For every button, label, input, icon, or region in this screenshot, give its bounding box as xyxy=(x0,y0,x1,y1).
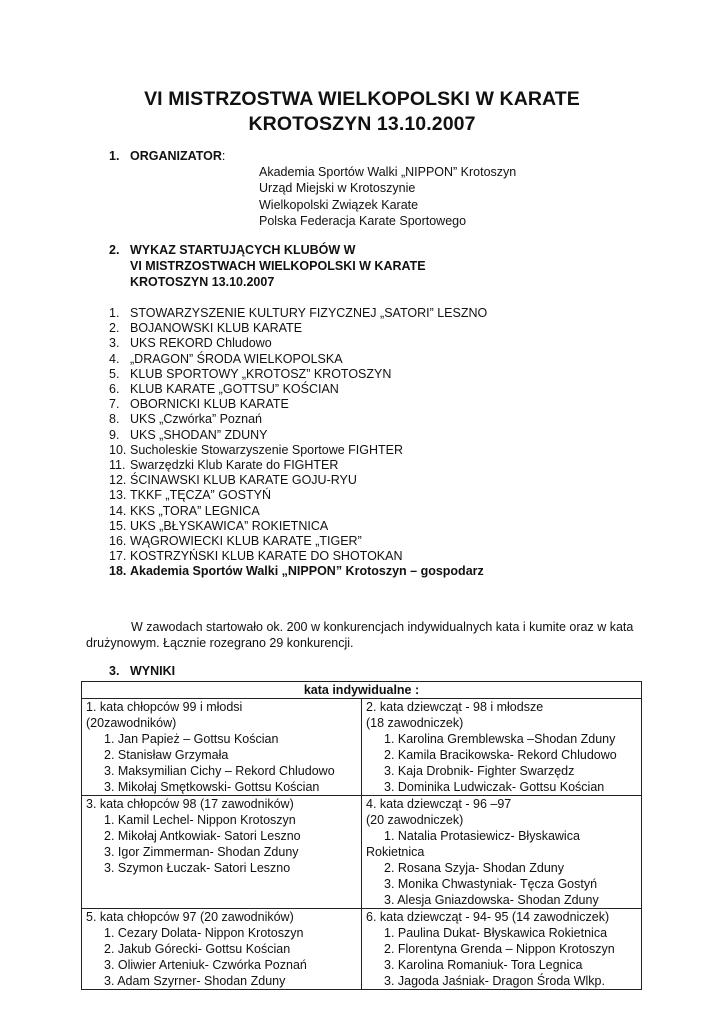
club-number: 8. xyxy=(109,412,120,427)
club-name: KLUB SPORTOWY „KROTOSZ” KROTOSZYN xyxy=(130,366,392,381)
club-number: 10. xyxy=(109,442,127,457)
club-number: 12. xyxy=(109,473,127,488)
club-number: 1. xyxy=(109,306,120,320)
club-number: 14. xyxy=(109,503,127,518)
club-item xyxy=(109,306,487,321)
section-number: 3. xyxy=(109,664,120,678)
result-entry: 1. Karolina Gremblewska –Shodan Zduny xyxy=(384,732,616,746)
result-cell xyxy=(362,796,642,909)
club-name: UKS „Czwórka” Poznań xyxy=(130,412,262,427)
result-entry: 1. Jan Papież – Gottsu Kościan xyxy=(104,732,279,746)
section-colon: : xyxy=(221,149,226,163)
section-label: WYNIKI xyxy=(130,664,176,678)
result-cell xyxy=(82,699,362,796)
category-label: 3. kata chłopców 98 (17 zawodników) xyxy=(86,797,294,811)
club-item xyxy=(109,352,487,367)
club-item xyxy=(109,382,487,397)
category-label: (18 zawodniczek) xyxy=(366,716,464,730)
club-name: KKS „TORA” LEGNICA xyxy=(130,503,260,518)
section-number: 2. xyxy=(109,243,120,257)
result-entry: 3. Oliwier Arteniuk- Czwórka Poznań xyxy=(104,958,307,972)
organizer-line: Akademia Sportów Walki „NIPPON” Krotoszyn xyxy=(259,165,517,179)
club-name: Sucholeskie Stowarzyszenie Sportowe FIGHTER xyxy=(130,442,404,457)
club-name: UKS REKORD Chludowo xyxy=(130,336,272,351)
result-entry: 2. Stanisław Grzymała xyxy=(104,748,229,762)
result-entry: 3. Karolina Romaniuk- Tora Legnica xyxy=(384,958,583,972)
section-number: 1. xyxy=(109,149,120,163)
club-number: 5. xyxy=(109,366,120,381)
club-item xyxy=(109,397,487,412)
club-list xyxy=(109,306,487,580)
summary-paragraph: W zawodach startowało ok. 200 w konkurencjach indywidualnych kata i kumite oraz w kata drużynowym. Łącznie rozegrano 29 konkurencji. xyxy=(86,620,634,650)
table-row xyxy=(82,699,642,796)
section-label: ORGANIZATOR xyxy=(130,149,222,163)
club-item xyxy=(109,488,487,503)
result-entry: 3. Adam Szyrner- Shodan Zduny xyxy=(104,974,286,988)
organizer-line: Wielkopolski Związek Karate xyxy=(259,197,419,212)
result-entry: 2. Mikołaj Antkowiak- Satori Leszno xyxy=(104,829,301,843)
page-subtitle: KROTOSZYN 13.10.2007 xyxy=(248,113,476,135)
category-label: 6. kata dziewcząt - 94- 95 (14 zawodniczek) xyxy=(366,910,610,924)
result-entry: 3. Mikołaj Smętkowski- Gottsu Kościan xyxy=(104,780,320,794)
club-name: Akademia Sportów Walki „NIPPON” Krotoszyn – gospodarz xyxy=(130,564,484,579)
club-item xyxy=(109,336,487,351)
section-clubs-heading xyxy=(109,242,426,291)
club-number: 2. xyxy=(109,321,120,336)
club-name: „DRAGON” ŚRODA WIELKOPOLSKA xyxy=(130,351,343,366)
club-item xyxy=(109,549,487,564)
club-item xyxy=(109,367,487,382)
club-item xyxy=(109,504,487,519)
organizer-line: Polska Federacja Karate Sportowego xyxy=(259,214,467,229)
club-name: KOSTRZYŃSKI KLUB KARATE DO SHOTOKAN xyxy=(130,549,403,564)
section-heading-line: WYKAZ STARTUJĄCYCH KLUBÓW W xyxy=(130,243,356,257)
club-name: STOWARZYSZENIE KULTURY FIZYCZNEJ „SATORI” LESZNO xyxy=(130,306,488,320)
table-header: kata indywidualne : xyxy=(82,682,642,699)
club-name: UKS „BŁYSKAWICA” ROKIETNICA xyxy=(130,518,329,533)
category-label: 2. kata dziewcząt - 98 i młodsze xyxy=(366,700,544,714)
club-name: TKKF „TĘCZA” GOSTYŃ xyxy=(130,488,271,503)
section-heading-line: KROTOSZYN 13.10.2007 xyxy=(130,275,275,290)
club-name: UKS „SHODAN” ZDUNY xyxy=(130,427,268,442)
club-item xyxy=(109,534,487,549)
table-row xyxy=(82,796,642,909)
result-entry: 3. Igor Zimmerman- Shodan Zduny xyxy=(104,845,299,859)
club-item xyxy=(109,428,487,443)
category-label: Rokietnica xyxy=(366,845,425,859)
result-entry: 2. Rosana Szyja- Shodan Zduny xyxy=(384,861,564,875)
club-name: KLUB KARATE „GOTTSU” KOŚCIAN xyxy=(130,382,339,397)
section-heading-line: VI MISTRZOSTWACH WIELKOPOLSKI W KARATE xyxy=(130,259,426,274)
club-number: 17. xyxy=(109,549,127,564)
club-number: 15. xyxy=(109,518,127,533)
club-name: WĄGROWIECKI KLUB KARATE „TIGER” xyxy=(130,534,362,549)
result-entry: 3. Alesja Gniazdowska- Shodan Zduny xyxy=(384,893,599,907)
result-entry: 1. Paulina Dukat- Błyskawica Rokietnica xyxy=(384,926,608,940)
club-name: OBORNICKI KLUB KARATE xyxy=(130,397,289,412)
result-entry: 3. Dominika Ludwiczak- Gottsu Kościan xyxy=(384,780,605,794)
club-number: 6. xyxy=(109,382,120,397)
result-entry: 1. Cezary Dolata- Nippon Krotoszyn xyxy=(104,926,304,940)
club-number: 13. xyxy=(109,488,127,503)
result-entry: 3. Kaja Drobnik- Fighter Swarzędz xyxy=(384,764,575,778)
result-entry: 3. Monika Chwastyniak- Tęcza Gostyń xyxy=(384,877,598,891)
result-entry: 3. Szymon Łuczak- Satori Leszno xyxy=(104,861,291,875)
result-cell xyxy=(82,796,362,909)
club-name: ŚCINAWSKI KLUB KARATE GOJU-RYU xyxy=(130,473,357,488)
club-name: Swarzędzki Klub Karate do FIGHTER xyxy=(130,458,339,473)
club-item xyxy=(109,564,487,579)
club-item xyxy=(109,412,487,427)
club-number: 9. xyxy=(109,427,120,442)
table-row xyxy=(82,909,642,990)
club-number: 11. xyxy=(109,458,126,473)
category-label: 1. kata chłopców 99 i młodsi xyxy=(86,700,243,714)
club-item xyxy=(109,519,487,534)
page-title: VI MISTRZOSTWA WIELKOPOLSKI W KARATE xyxy=(144,88,580,110)
result-entry: 2. Florentyna Grenda – Nippon Krotoszyn xyxy=(384,942,615,956)
club-number: 16. xyxy=(109,534,127,549)
result-cell xyxy=(362,909,642,990)
section-organizer-heading xyxy=(109,149,225,163)
club-item xyxy=(109,473,487,488)
club-name: BOJANOWSKI KLUB KARATE xyxy=(130,321,303,336)
club-item xyxy=(109,321,487,336)
result-cell xyxy=(82,909,362,990)
results-table xyxy=(81,681,642,990)
club-item xyxy=(109,458,487,473)
result-entry: 2. Jakub Górecki- Gottsu Kościan xyxy=(104,942,291,956)
organizer-list xyxy=(259,164,516,230)
section-results-heading xyxy=(109,664,175,678)
category-label: 4. kata dziewcząt - 96 –97 xyxy=(366,797,512,811)
club-number: 7. xyxy=(109,397,120,412)
result-entry: 1. Kamil Lechel- Nippon Krotoszyn xyxy=(104,813,296,827)
club-number: 4. xyxy=(109,351,120,366)
result-cell xyxy=(362,699,642,796)
result-entry: 1. Natalia Protasiewicz- Błyskawica xyxy=(384,829,580,843)
result-entry: 3. Maksymilian Cichy – Rekord Chludowo xyxy=(104,764,335,778)
organizer-line: Urząd Miejski w Krotoszynie xyxy=(259,181,416,196)
result-entry: 3. Jagoda Jaśniak- Dragon Środa Wlkp. xyxy=(384,974,605,988)
category-label: (20zawodników) xyxy=(86,716,177,730)
club-item xyxy=(109,443,487,458)
category-label: (20 zawodniczek) xyxy=(366,813,464,827)
club-number: 18. xyxy=(109,564,127,579)
category-label: 5. kata chłopców 97 (20 zawodników) xyxy=(86,910,294,924)
result-entry: 2. Kamila Bracikowska- Rekord Chludowo xyxy=(384,748,617,762)
club-number: 3. xyxy=(109,336,120,351)
